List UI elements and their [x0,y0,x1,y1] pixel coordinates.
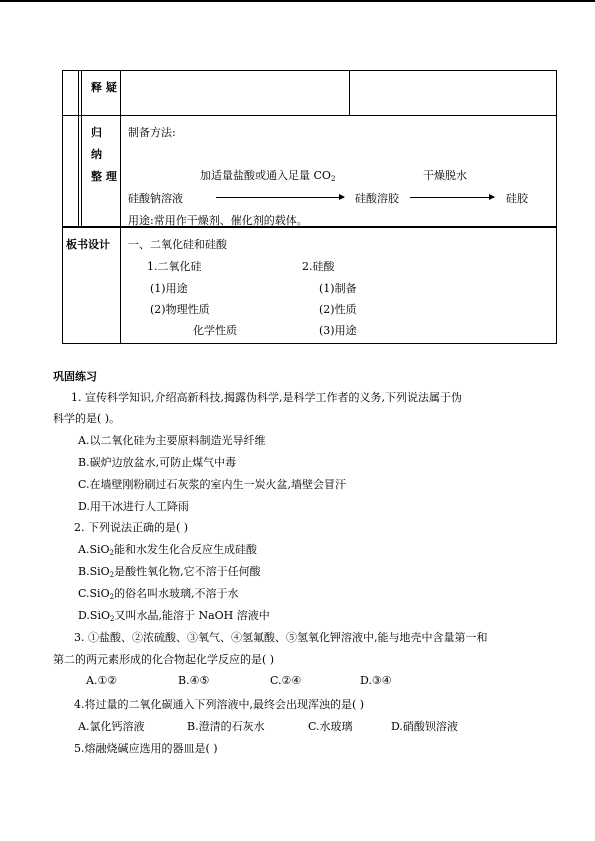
q3-option-c: C.②④ [270,674,302,687]
start-substance: 硅酸钠溶液 [128,192,183,205]
q5-stem: 5.熔融烧碱应选用的器皿是( ) [74,742,218,755]
q1-option-b: B.碳炉边放盆水,可防止煤气中毒 [78,456,237,469]
q2-stem: 2. 下列说法正确的是( ) [74,521,189,534]
guina-label-2: 纳 [91,148,102,161]
q3-option-a: A.①② [86,674,118,687]
board-col1-title: 1.二氧化硅 [147,260,202,273]
q2-option-a: A.SiO$_2$能和水发生化合反应生成硅酸 [78,543,257,557]
board-col1-item: (1)用途 [150,282,188,295]
q4-option-c: C.水玻璃 [308,720,353,733]
arrow-icon [410,197,494,198]
q3-option-b: B.④⑤ [178,674,210,687]
q4-option-a: A.氯化钙溶液 [78,720,145,733]
q4-option-d: D.硝酸钡溶液 [391,720,458,733]
table-border-right [556,70,557,344]
board-col1-item: 化学性质 [193,324,237,337]
q1-option-c: C.在墙壁刚粉刷过石灰浆的室内生一炭火盆,墙壁会冒汗 [78,478,347,491]
q1-stem-line1: 1. 宣传科学知识,介绍高新科技,揭露伪科学,是科学工作者的义务,下列说法属于伪 [71,391,462,404]
q3-option-d: D.③④ [360,674,392,687]
shiyi-column-divider [349,70,350,116]
board-col2-item: (2)性质 [319,303,357,316]
board-col1-item: (2)物理性质 [150,303,210,316]
end-substance: 硅胶 [506,192,528,205]
top-rule [0,0,595,2]
arrow-icon [216,197,344,198]
table-border-top [62,70,557,71]
board-col2-item: (1)制备 [319,282,357,295]
table-border-bottom [62,343,557,344]
q2-option-c: C.SiO$_2$的俗名叫水玻璃,不溶于水 [78,587,239,601]
q4-option-b: B.澄清的石灰水 [187,720,265,733]
method-title: 制备方法: [128,126,176,139]
q3-stem-line1: 3. ①盐酸、②浓硫酸、③氧气、④氢氟酸、⑤氢氧化钾溶液中,能与地壳中含量第一和 [74,631,488,644]
board-label: 板书设计 [66,238,110,251]
table-border-left [62,70,63,344]
q1-stem-line2: 科学的是( )。 [53,412,121,425]
guina-label-1: 归 [91,126,102,139]
step1-condition: 加适量盐酸或通入足量 $CO_2$ [200,169,336,183]
q1-option-a: A.以二氧化硅为主要原料制造光导纤维 [78,434,266,447]
board-col2-title: 2.硅酸 [302,260,335,273]
q4-stem: 4.将过量的二氧化碳通入下列溶液中,最终会出现浑浊的是( ) [74,698,365,711]
row-divider [62,115,557,116]
step2-condition: 干燥脱水 [423,169,467,182]
table-inner-left [78,70,79,228]
usage-text: 用途:常用作干燥剂、催化剂的载体。 [128,214,308,227]
shiyi-label: 释 疑 [91,81,117,94]
exercises-title: 巩固练习 [53,370,97,383]
label-column-divider [120,70,121,344]
table-inner-left [81,70,82,228]
q1-option-d: D.用干冰进行人工降雨 [78,500,189,513]
board-col2-item: (3)用途 [319,324,357,337]
q2-option-d: D.SiO$_2$又叫水晶,能溶于 NaOH 溶液中 [78,609,270,623]
guina-label-3: 整 理 [91,170,117,183]
board-heading: 一、二氧化硅和硅酸 [128,238,227,251]
q3-stem-line2: 第二的两元素形成的化合物起化学反应的是( ) [53,653,275,666]
q2-option-b: B.SiO$_2$是酸性氧化物,它不溶于任何酸 [78,565,261,579]
middle-substance: 硅酸溶胶 [355,192,399,205]
